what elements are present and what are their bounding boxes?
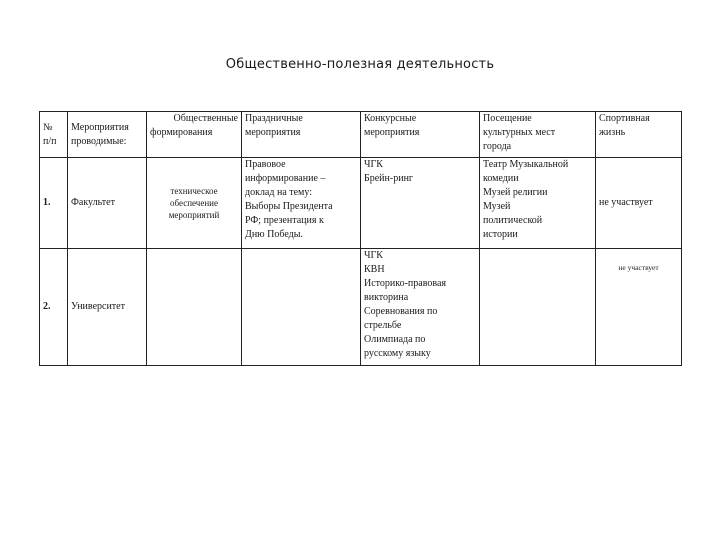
header-contest-line-1: Конкурсные	[364, 113, 417, 124]
header-number	[40, 112, 68, 158]
row-2-contest-line-4: викторина	[364, 292, 409, 303]
header-holiday-line-1: Праздничные	[245, 113, 303, 124]
header-sport	[596, 112, 682, 158]
row-2-events: Университет	[68, 249, 147, 366]
row-1-organizations	[147, 158, 242, 249]
header-org-line-1: Общественные	[173, 113, 238, 124]
header-contest	[361, 112, 480, 158]
row-1-contest	[361, 158, 480, 249]
header-events	[68, 112, 147, 158]
header-holiday-line-2: мероприятия	[245, 127, 301, 138]
row-2-number	[40, 249, 68, 366]
row-1-culture-line-6: истории	[483, 229, 518, 240]
row-2-sport-text: не участвует	[618, 263, 659, 272]
row-1-org-line-3: мероприятий	[168, 210, 220, 220]
header-culture-line-1: Посещение	[483, 113, 532, 124]
row-1-holiday-line-2: информирование –	[245, 173, 326, 184]
row-2-contest	[361, 249, 480, 366]
row-2-contest-line-3: Историко-правовая	[364, 278, 447, 289]
activities-table	[39, 111, 682, 366]
table-row	[40, 158, 682, 249]
row-1-culture-line-1: Театр Музыкальной	[483, 159, 569, 170]
row-1-sport: не участвует	[596, 158, 682, 249]
row-2-organizations	[147, 249, 242, 366]
header-culture-line-3: города	[483, 141, 512, 152]
row-1-contest-line-2: Брейн-ринг	[364, 173, 414, 184]
row-1-culture-line-4: Музей	[483, 201, 511, 212]
row-1-number	[40, 158, 68, 249]
row-1-holiday-line-6: Дню Победы.	[245, 229, 303, 240]
header-events-line-1: Мероприятия	[71, 121, 129, 133]
header-organizations	[147, 112, 242, 158]
header-culture-line-2: культурных мест	[483, 127, 556, 138]
header-culture	[480, 112, 596, 158]
row-2-contest-line-5: Соревнования по	[364, 306, 438, 317]
row-1-holiday-line-4: Выборы Президента	[245, 201, 333, 212]
row-2-contest-line-1: ЧГК	[364, 250, 383, 261]
row-2-contest-line-6: стрельбе	[364, 320, 402, 331]
row-2-sport	[596, 249, 682, 366]
row-1-culture-line-5: политической	[483, 215, 543, 226]
row-2-contest-line-2: КВН	[364, 264, 385, 275]
row-number: 2.	[43, 301, 51, 312]
row-2-culture	[480, 249, 596, 366]
row-1-events: Факультет	[68, 158, 147, 249]
row-1-holiday-line-1: Правовое	[245, 159, 286, 170]
row-1-holiday-line-3: доклад на тему:	[245, 187, 313, 198]
header-number-line-1: №	[43, 121, 53, 133]
row-2-holiday	[242, 249, 361, 366]
header-row	[40, 112, 682, 158]
row-1-org-line-2: обеспечение	[170, 198, 218, 208]
row-number: 1.	[43, 197, 51, 208]
row-1-contest-line-1: ЧГК	[364, 159, 383, 170]
table-row	[40, 249, 682, 366]
row-1-org-line-1: техническое	[170, 186, 218, 196]
header-holiday	[242, 112, 361, 158]
header-org-line-2: формирования	[150, 127, 213, 138]
row-1-holiday-line-5: РФ; презентация к	[245, 215, 324, 226]
row-1-holiday	[242, 158, 361, 249]
header-events-line-2: проводимые:	[71, 135, 127, 147]
row-2-contest-line-7: Олимпиада по	[364, 334, 426, 345]
row-1-culture-line-3: Музей религии	[483, 187, 548, 198]
row-1-culture	[480, 158, 596, 249]
header-sport-line-2: жизнь	[599, 127, 626, 138]
row-2-contest-line-8: русскому языку	[364, 348, 431, 359]
header-sport-line-1: Спортивная	[599, 113, 650, 124]
document-title: Общественно-полезная деятельность	[225, 57, 495, 72]
header-number-line-2: п/п	[43, 135, 57, 147]
row-1-culture-line-2: комедии	[483, 173, 519, 184]
header-contest-line-2: мероприятия	[364, 127, 420, 138]
